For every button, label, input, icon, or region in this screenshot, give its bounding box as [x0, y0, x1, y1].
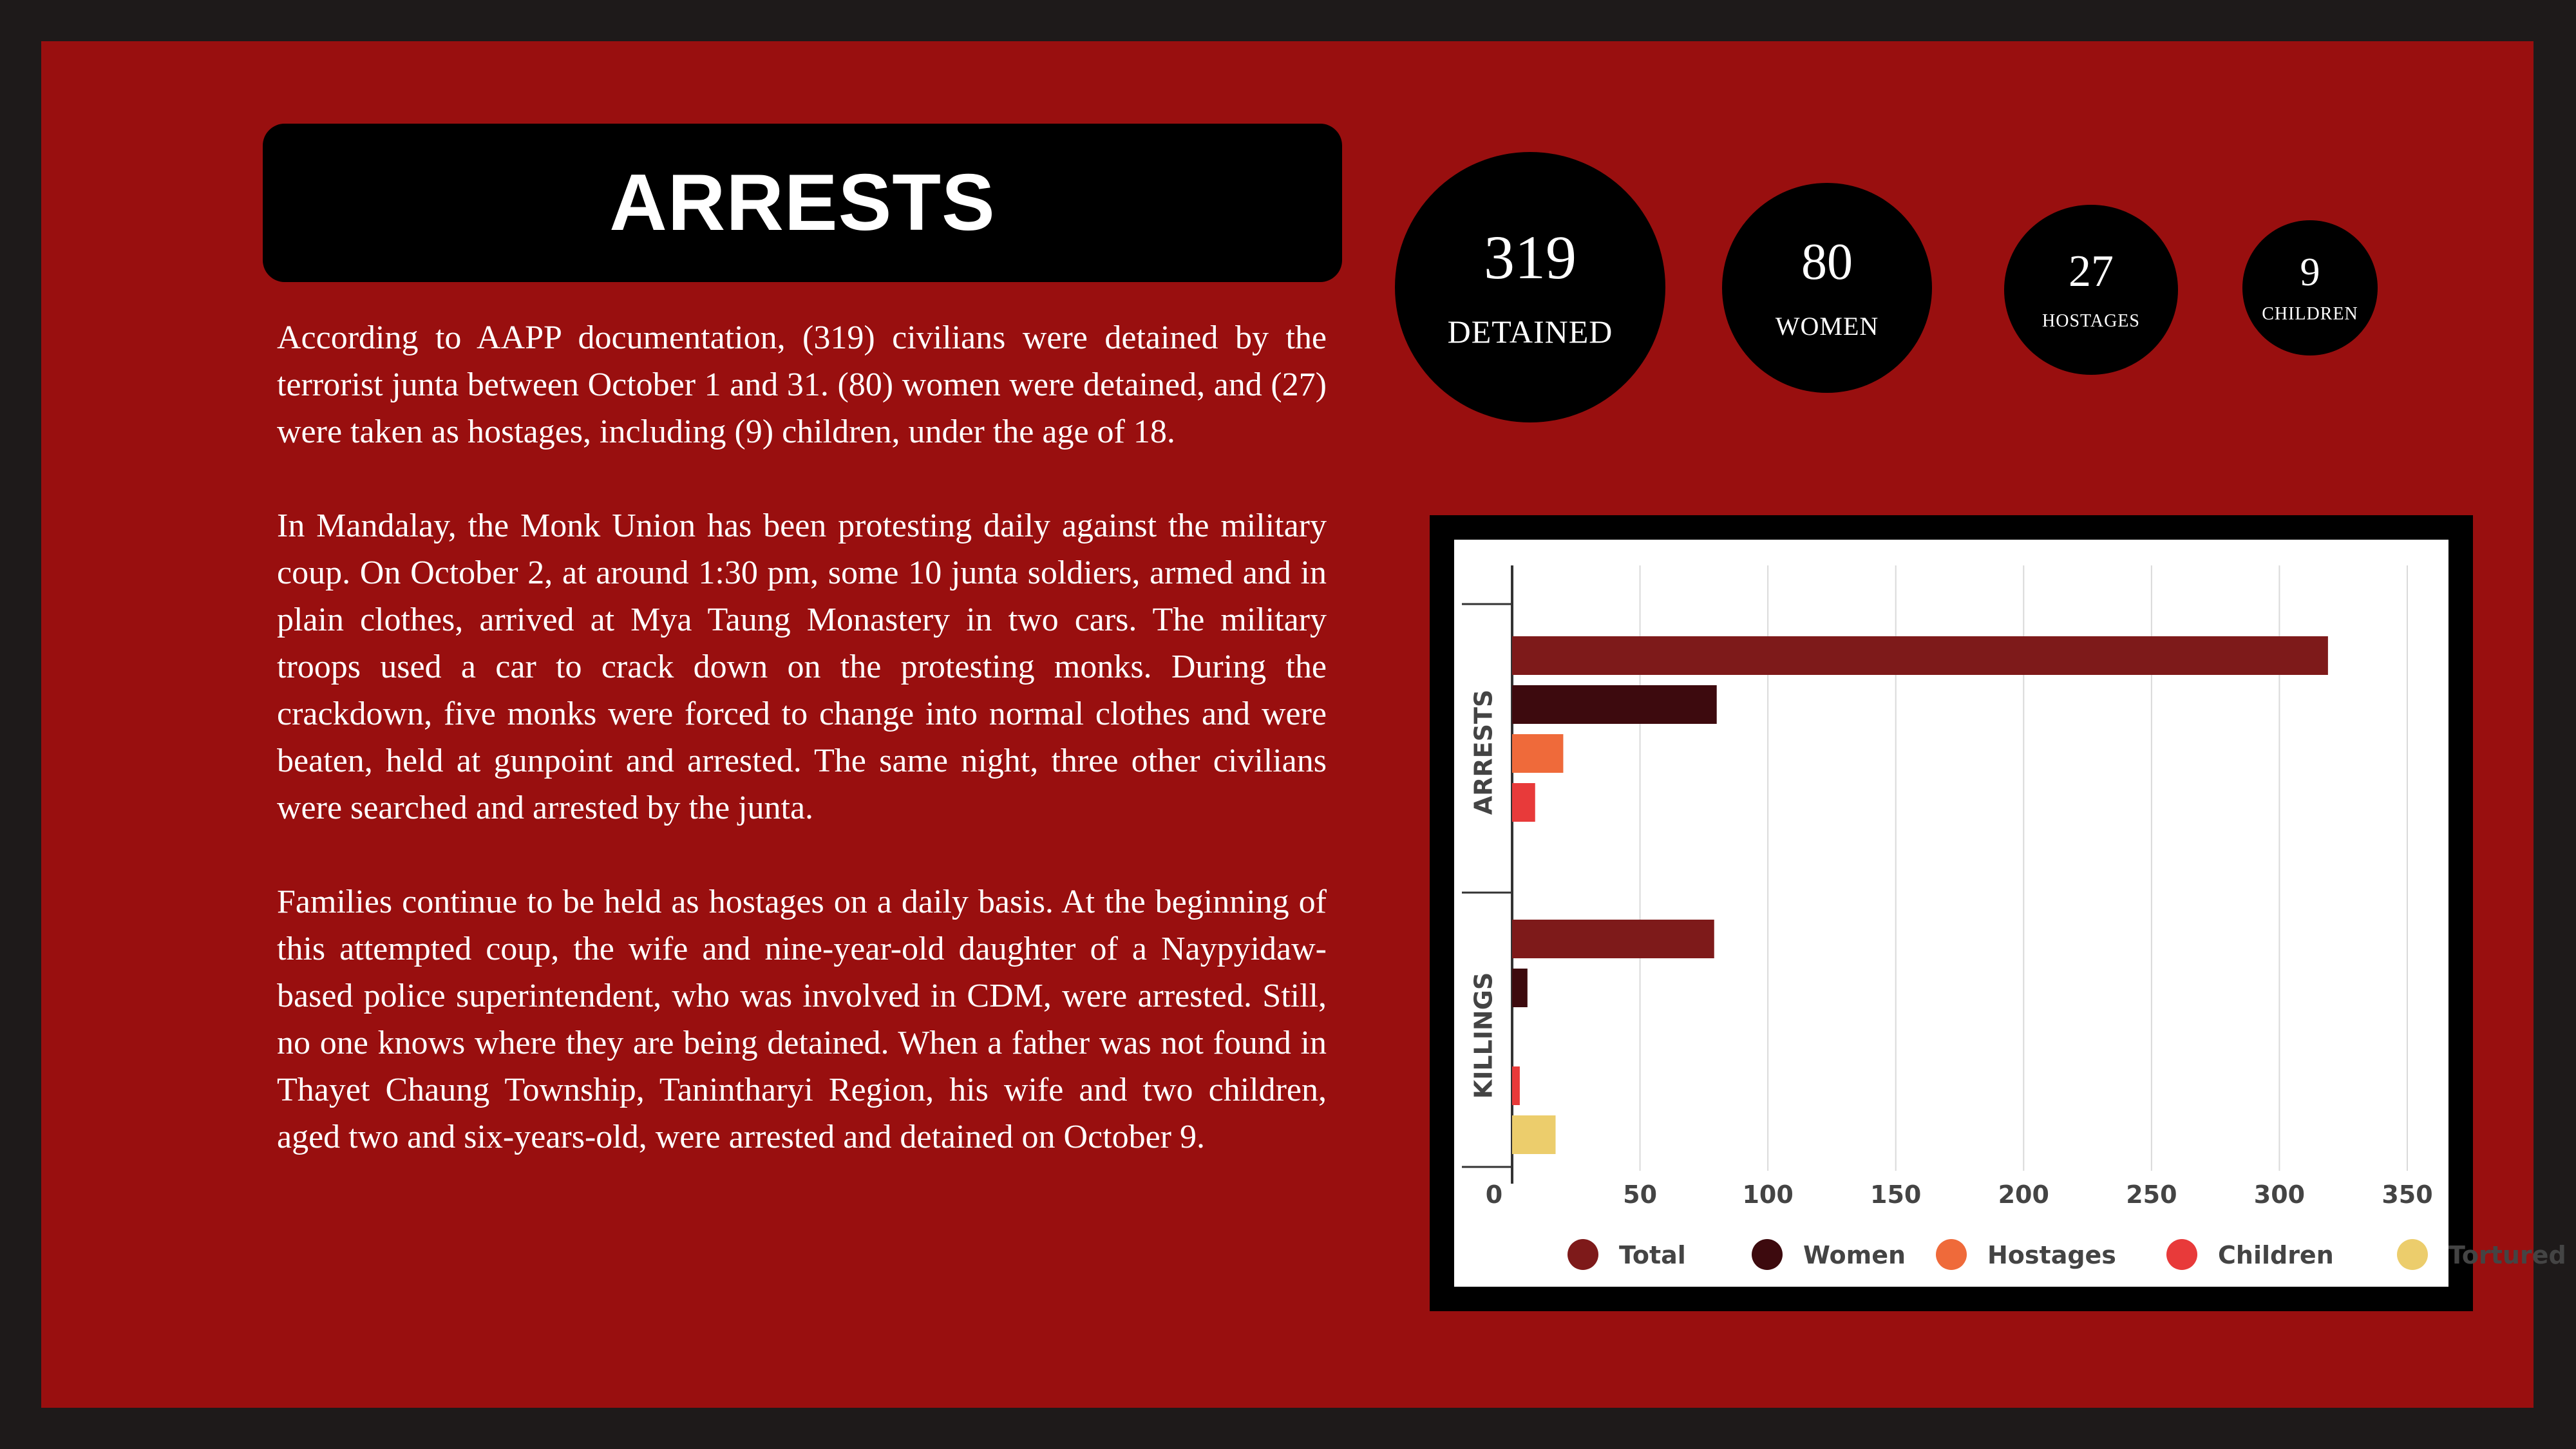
- title-banner: [263, 124, 1342, 282]
- stat-value: 319: [1484, 223, 1577, 292]
- stat-value: 80: [1801, 234, 1853, 290]
- bar-hostages-arrests: [1512, 734, 1563, 773]
- stat-value: 27: [2069, 247, 2114, 296]
- legend-label: Hostages: [1987, 1241, 2116, 1269]
- legend-swatch-tortured: [2397, 1239, 2428, 1270]
- legend-label: Tortured: [2448, 1241, 2566, 1269]
- bar-tortured-killings: [1512, 1115, 1556, 1154]
- bar-women-arrests: [1512, 685, 1717, 724]
- legend-swatch-women: [1752, 1239, 1783, 1270]
- slide: [41, 41, 2566, 1408]
- x-tick-label: 300: [2253, 1180, 2306, 1209]
- x-tick-label: 50: [1623, 1180, 1658, 1209]
- stat-label: HOSTAGES: [2042, 311, 2140, 331]
- legend-swatch-hostages: [1936, 1239, 1967, 1270]
- chart-frame: [1430, 515, 2566, 1311]
- stat-value: 9: [2300, 251, 2320, 294]
- stat-label: WOMEN: [1775, 312, 1879, 341]
- stat-women: [1722, 183, 1932, 393]
- legend-label: Women: [1803, 1241, 1906, 1269]
- x-tick-label: 200: [1998, 1180, 2049, 1209]
- bar-women-killings: [1512, 969, 1528, 1007]
- legend-label: Children: [2218, 1241, 2334, 1269]
- stat-detained: [1395, 152, 1665, 422]
- x-tick-label: 250: [2126, 1180, 2177, 1209]
- paragraph: According to AAPP documentation, (319) civilians were detained by the terrorist junta between October 1 and 31. (80) women were detained, and (27) were taken as hostages, including (9) children, under the age of 18.: [277, 319, 1327, 450]
- bar-children-killings: [1512, 1066, 1520, 1105]
- category-label: ARRESTS: [1469, 689, 1498, 815]
- stat-label: CHILDREN: [2262, 304, 2358, 324]
- bar-total-arrests: [1512, 636, 2328, 675]
- x-tick-label: 0: [1485, 1180, 1503, 1209]
- paragraph: Families continue to be held as hostages on a daily basis. At the beginning of this attempted coup, the wife and nine-year-old daughter of a Naypyidaw-based police superintendent, who was involved in CDM, were arrested. Still, no one knows where they are being detained. When a father was not found in Thayet Chaung Township, Tanintharyi Region, his wife and two children, aged two and six-years-old, were arrested and detained on October 9.: [277, 884, 1327, 1155]
- stat-children: [2242, 220, 2378, 355]
- x-tick-label: 150: [1870, 1180, 1922, 1209]
- bar-children-arrests: [1512, 783, 1535, 822]
- bar-chart: [1454, 540, 2566, 1287]
- stat-hostages: [2004, 205, 2178, 375]
- article-body: [277, 314, 1327, 1208]
- legend-swatch-total: [1567, 1239, 1598, 1270]
- bar-total-killings: [1512, 920, 1714, 958]
- chart-panel: [1454, 540, 2566, 1287]
- legend-swatch-children: [2166, 1239, 2197, 1270]
- category-label: KILLINGS: [1469, 972, 1498, 1099]
- paragraph: In Mandalay, the Monk Union has been protesting daily against the military coup. On October 2, at around 1:30 pm, some 10 junta soldiers, armed and in plain clothes, arrived at Mya Taung Monastery in two cars. The military troops used a car to crack down on the protesting monks. During the crackdown, five monks were forced to change into normal clothes and were beaten, held at gunpoint and arrested. The same night, three other civilians were searched and arrested by the junta.: [277, 507, 1327, 826]
- x-tick-label: 100: [1742, 1180, 1794, 1209]
- page-title: ARRESTS: [609, 158, 996, 247]
- stat-label: DETAINED: [1447, 314, 1613, 350]
- x-tick-label: 350: [2382, 1180, 2433, 1209]
- legend-label: Total: [1619, 1241, 1686, 1269]
